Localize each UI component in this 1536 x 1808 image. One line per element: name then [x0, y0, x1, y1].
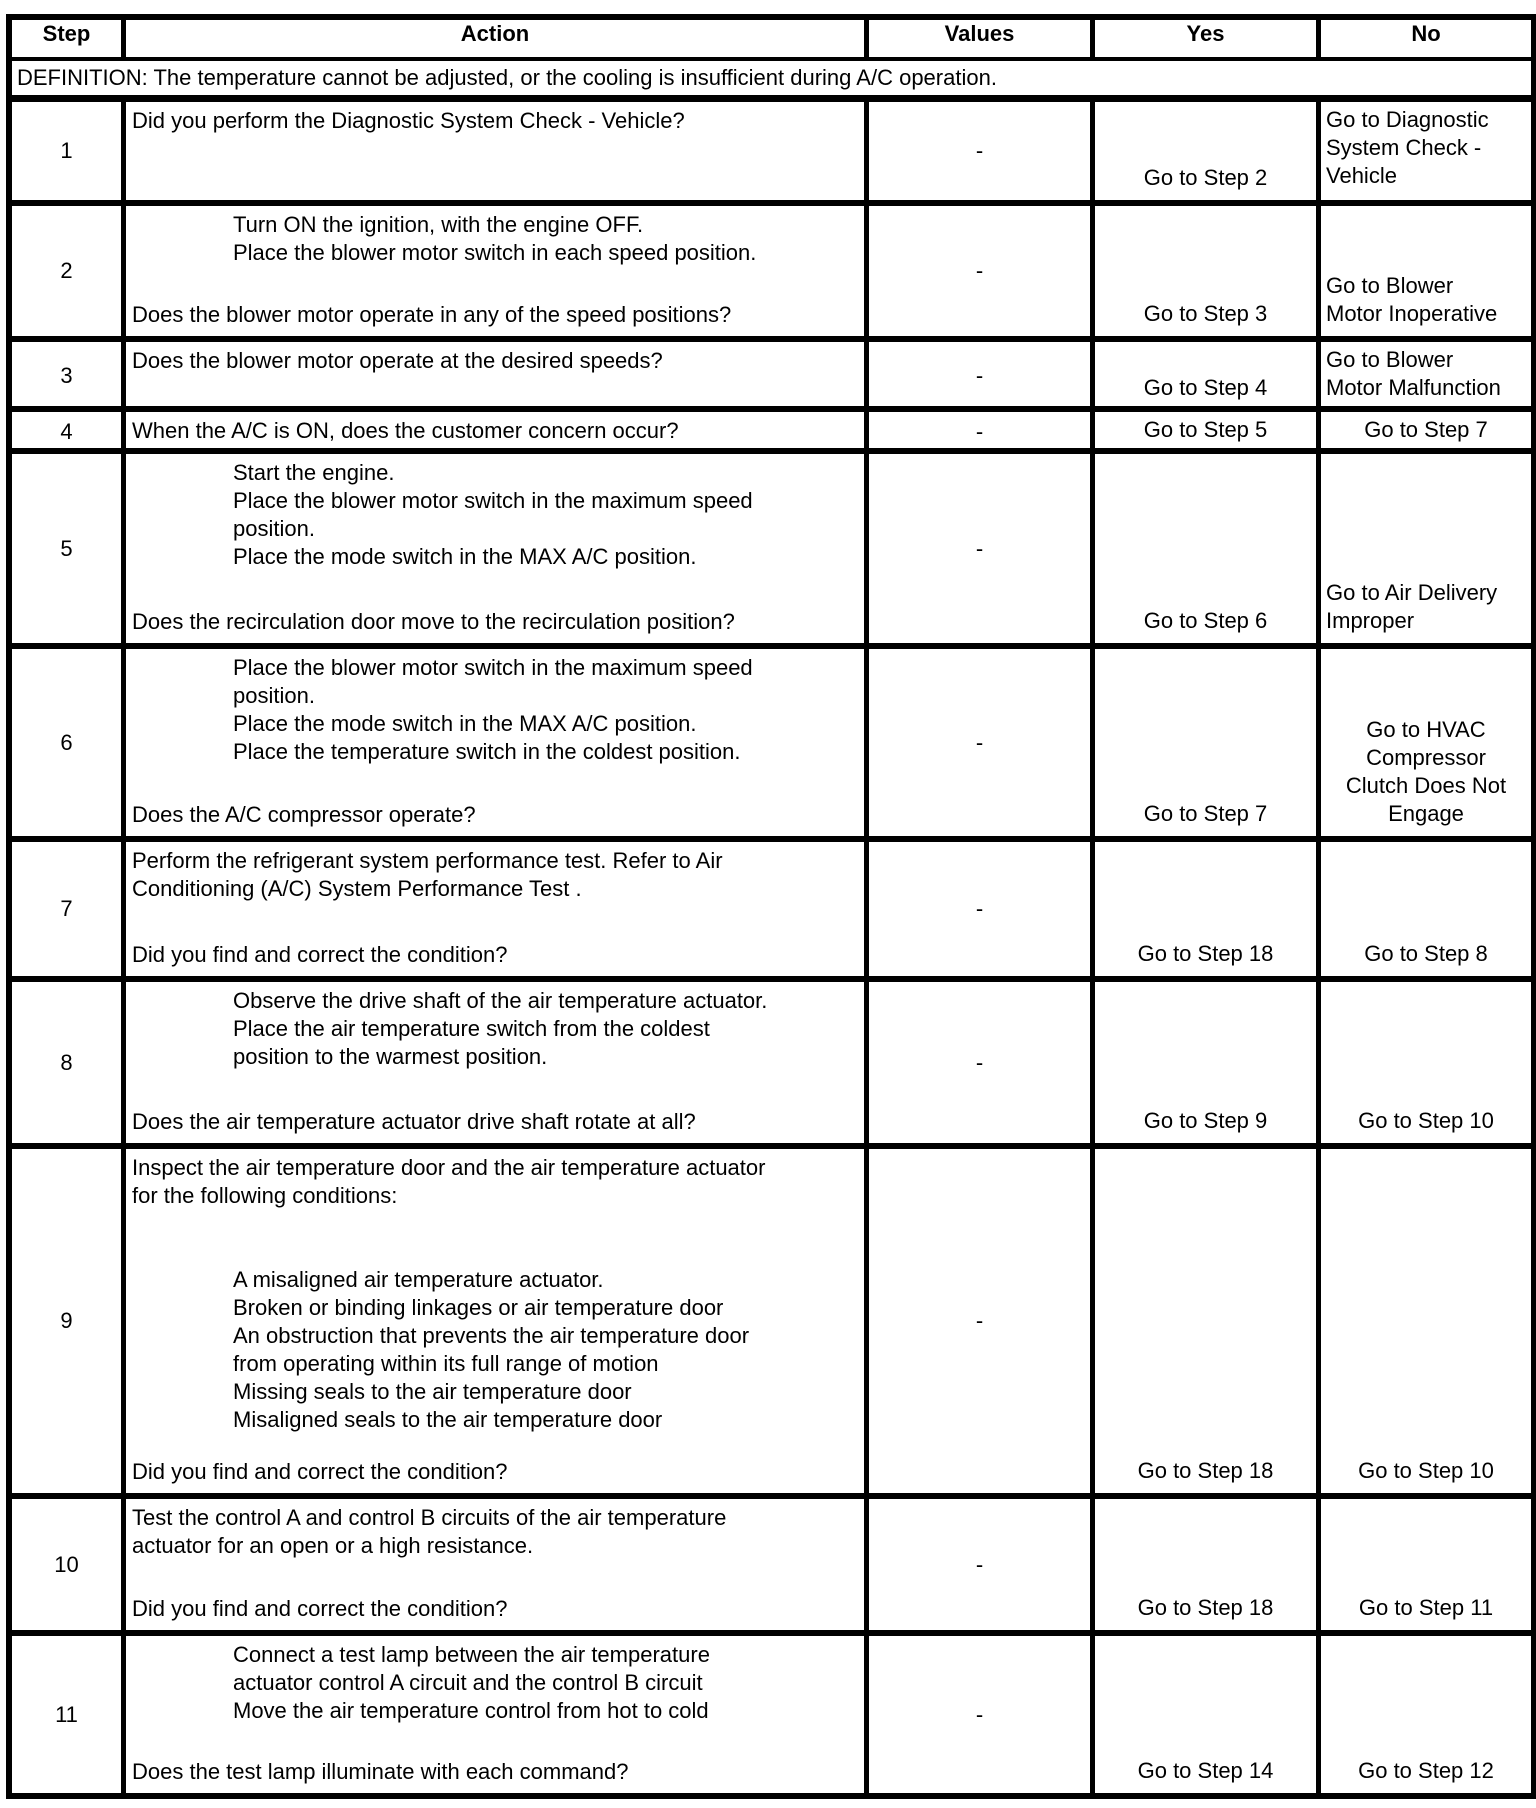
action-intro: [132, 417, 858, 445]
action-list-line: from operating within its full range of motion: [233, 1351, 659, 1376]
step-number-cell: [12, 649, 121, 836]
action-line: Did you perform the Diagnostic System Check - Vehicle?: [132, 108, 685, 133]
action-list: [233, 654, 858, 766]
values-cell: -: [864, 454, 1090, 643]
header-no: No: [1316, 20, 1531, 57]
step-number-cell: [12, 1636, 121, 1793]
action-list-line: Connect a test lamp between the air temperature: [233, 1642, 710, 1667]
header-values: Values: [864, 20, 1090, 57]
action-intro: [132, 847, 858, 903]
action-question: Does the air temperature actuator drive shaft rotate at all?: [132, 1109, 696, 1134]
no-cell: [1316, 342, 1531, 410]
yes-cell: [1090, 1149, 1316, 1493]
table-row: [12, 1493, 1531, 1630]
header-action: Action: [121, 20, 864, 57]
action-list-line: Place the mode switch in the MAX A/C position.: [233, 711, 697, 736]
step-number-cell: [12, 102, 121, 200]
action-intro: [132, 1504, 858, 1560]
action-question: Did you find and correct the condition?: [132, 1596, 508, 1621]
step-number-cell: [12, 454, 121, 643]
no-cell: [1316, 206, 1531, 336]
no-line: Go to Step 12: [1358, 1758, 1494, 1783]
step-number-cell: [12, 1149, 121, 1493]
yes-line: Go to Step 14: [1137, 1758, 1274, 1783]
yes-cell: [1090, 842, 1316, 976]
action-list-line: Move the air temperature control from hot to cold: [233, 1698, 709, 1723]
step-number-cell: [12, 342, 121, 410]
yes-line: Go to Step 6: [1143, 608, 1268, 633]
yes-cell: [1090, 412, 1316, 452]
table-row: [12, 976, 1531, 1143]
values-cell: -: [864, 649, 1090, 836]
no-cell: [1316, 982, 1531, 1143]
action-question: Did you find and correct the condition?: [132, 942, 508, 967]
step-number: 6: [60, 729, 73, 755]
no-line: Go to Step 11: [1358, 1595, 1494, 1620]
no-line: Go to Diagnostic: [1326, 107, 1489, 132]
yes-line: Go to Step 7: [1143, 801, 1268, 826]
action-cell: [121, 206, 864, 336]
action-intro: [132, 107, 858, 135]
action-list: [233, 987, 858, 1071]
values-cell: -: [864, 102, 1090, 200]
action-list-line: actuator control A circuit and the control B circuit: [233, 1670, 703, 1695]
action-line: Inspect the air temperature door and the air temperature actuator: [132, 1155, 766, 1180]
yes-line: Go to Step 18: [1137, 1458, 1274, 1483]
values-cell: -: [864, 206, 1090, 336]
yes-cell: [1090, 649, 1316, 836]
action-line: for the following conditions:: [132, 1183, 398, 1208]
yes-cell: [1090, 342, 1316, 410]
yes-cell: [1090, 102, 1316, 200]
yes-cell: [1090, 1636, 1316, 1793]
action-question: Does the A/C compressor operate?: [132, 802, 476, 827]
action-intro: [132, 1154, 858, 1210]
yes-line: Go to Step 9: [1143, 1108, 1268, 1133]
values-cell: -: [864, 412, 1090, 452]
yes-line: Go to Step 3: [1143, 301, 1268, 326]
action-list-line: Turn ON the ignition, with the engine OFF.: [233, 212, 644, 237]
action-list-line: Place the air temperature switch from the coldest: [233, 1016, 710, 1041]
table-row: [12, 643, 1531, 836]
yes-cell: [1090, 454, 1316, 643]
no-cell: [1316, 454, 1531, 643]
action-line: actuator for an open or a high resistance.: [132, 1533, 534, 1558]
step-number-cell: [12, 982, 121, 1143]
action-cell: [121, 342, 864, 410]
step-number: 7: [60, 896, 73, 921]
action-question: Does the recirculation door move to the recirculation position?: [132, 609, 735, 634]
no-line: Improper: [1326, 608, 1415, 633]
action-list: [233, 1266, 858, 1434]
no-line: Motor Malfunction: [1326, 375, 1501, 400]
no-cell: [1316, 649, 1531, 836]
step-number-cell: [12, 842, 121, 976]
no-line: Go to Blower: [1326, 273, 1454, 298]
definition-row: DEFINITION: The temperature cannot be adjusted, or the cooling is insufficient during A/C operation.: [12, 61, 1531, 102]
no-line: Go to HVAC: [1366, 717, 1486, 742]
values-cell: -: [864, 1149, 1090, 1493]
action-line: When the A/C is ON, does the customer concern occur?: [132, 418, 679, 443]
action-cell: [121, 412, 864, 452]
action-cell: [121, 1499, 864, 1630]
values-cell: -: [864, 842, 1090, 976]
action-cell: [121, 982, 864, 1143]
no-line: System Check -: [1326, 135, 1482, 160]
action-cell: [121, 102, 864, 200]
step-number: 10: [54, 1551, 79, 1577]
table-row: [12, 448, 1531, 643]
action-list-line: Broken or binding linkages or air temperature door: [233, 1295, 724, 1320]
no-line: Go to Step 10: [1358, 1458, 1494, 1483]
yes-line: Go to Step 18: [1137, 1595, 1274, 1620]
action-cell: [121, 1636, 864, 1793]
step-number-cell: [12, 206, 121, 336]
yes-cell: [1090, 1499, 1316, 1630]
no-line: Go to Step 10: [1358, 1108, 1494, 1133]
step-number: 1: [60, 138, 73, 163]
table-header-row: [12, 20, 1531, 61]
step-number: 11: [55, 1701, 78, 1727]
action-list-line: Place the blower motor switch in each speed position.: [233, 240, 757, 265]
action-list: [233, 211, 858, 267]
action-question: Did you find and correct the condition?: [132, 1459, 508, 1484]
no-line: Go to Blower: [1326, 347, 1454, 372]
no-line: Go to Step 8: [1364, 941, 1488, 966]
table-row: [12, 1630, 1531, 1793]
action-list: [233, 1641, 858, 1725]
no-line: Engage: [1388, 801, 1464, 826]
table-row: [12, 406, 1531, 448]
no-line: Clutch Does Not: [1345, 773, 1507, 798]
step-number: 8: [60, 1049, 73, 1075]
action-cell: [121, 842, 864, 976]
no-cell: [1316, 1636, 1531, 1793]
action-question: Does the test lamp illuminate with each command?: [132, 1759, 629, 1784]
yes-line: Go to Step 4: [1143, 375, 1268, 400]
table-row: [12, 836, 1531, 976]
step-number-cell: [12, 412, 121, 452]
values-cell: -: [864, 1499, 1090, 1630]
action-list-line: Misaligned seals to the air temperature door: [233, 1407, 663, 1432]
step-number: 3: [60, 363, 73, 388]
action-cell: [121, 454, 864, 643]
action-list-line: A misaligned air temperature actuator.: [233, 1267, 604, 1292]
no-line: Motor Inoperative: [1326, 301, 1498, 326]
table-row: [12, 102, 1531, 200]
action-list-line: Missing seals to the air temperature door: [233, 1379, 632, 1404]
yes-line: Go to Step 18: [1137, 941, 1274, 966]
table-row: [12, 1143, 1531, 1493]
table-row: [12, 200, 1531, 336]
values-cell: -: [864, 342, 1090, 410]
action-line: Test the control A and control B circuits of the air temperature: [132, 1505, 727, 1530]
action-list-line: Place the blower motor switch in the maximum speed: [233, 488, 753, 513]
yes-cell: [1090, 982, 1316, 1143]
table-row: [12, 336, 1531, 406]
action-intro: [132, 347, 858, 375]
action-list-line: An obstruction that prevents the air temperature door: [233, 1323, 750, 1348]
no-line: Go to Step 7: [1364, 417, 1488, 442]
values-cell: -: [864, 1636, 1090, 1793]
step-number: 4: [60, 419, 73, 444]
action-list-line: Place the blower motor switch in the maximum speed: [233, 655, 753, 680]
step-number: 5: [60, 535, 73, 561]
yes-line: Go to Step 2: [1143, 165, 1268, 190]
no-line: Vehicle: [1326, 163, 1397, 188]
action-list-line: Place the temperature switch in the coldest position.: [233, 739, 741, 764]
values-cell: -: [864, 982, 1090, 1143]
step-number: 9: [60, 1308, 73, 1333]
action-question: Does the blower motor operate in any of the speed positions?: [132, 302, 732, 327]
no-cell: [1316, 412, 1531, 452]
action-list-line: position to the warmest position.: [233, 1044, 548, 1069]
action-list: [233, 459, 858, 571]
step-number-cell: [12, 1499, 121, 1630]
action-cell: [121, 1149, 864, 1493]
table-body: [12, 102, 1531, 1793]
action-list-line: position.: [233, 516, 315, 541]
yes-line: Go to Step 5: [1143, 417, 1268, 442]
header-yes: Yes: [1090, 20, 1316, 57]
yes-cell: [1090, 206, 1316, 336]
action-line: Conditioning (A/C) System Performance Test .: [132, 876, 582, 901]
no-cell: [1316, 102, 1531, 200]
action-list-line: position.: [233, 683, 315, 708]
no-cell: [1316, 842, 1531, 976]
action-list-line: Start the engine.: [233, 460, 395, 485]
action-list-line: Place the mode switch in the MAX A/C position.: [233, 544, 697, 569]
action-cell: [121, 649, 864, 836]
diagnostic-table: [6, 14, 1536, 1799]
step-number: 2: [60, 258, 73, 283]
no-line: Go to Air Delivery: [1326, 580, 1498, 605]
no-line: Compressor: [1366, 745, 1486, 770]
header-step: Step: [42, 21, 91, 46]
no-cell: [1316, 1499, 1531, 1630]
action-line: Does the blower motor operate at the desired speeds?: [132, 348, 663, 373]
action-list-line: Observe the drive shaft of the air temperature actuator.: [233, 988, 768, 1013]
action-line: Perform the refrigerant system performance test. Refer to Air: [132, 848, 723, 873]
no-cell: [1316, 1149, 1531, 1493]
